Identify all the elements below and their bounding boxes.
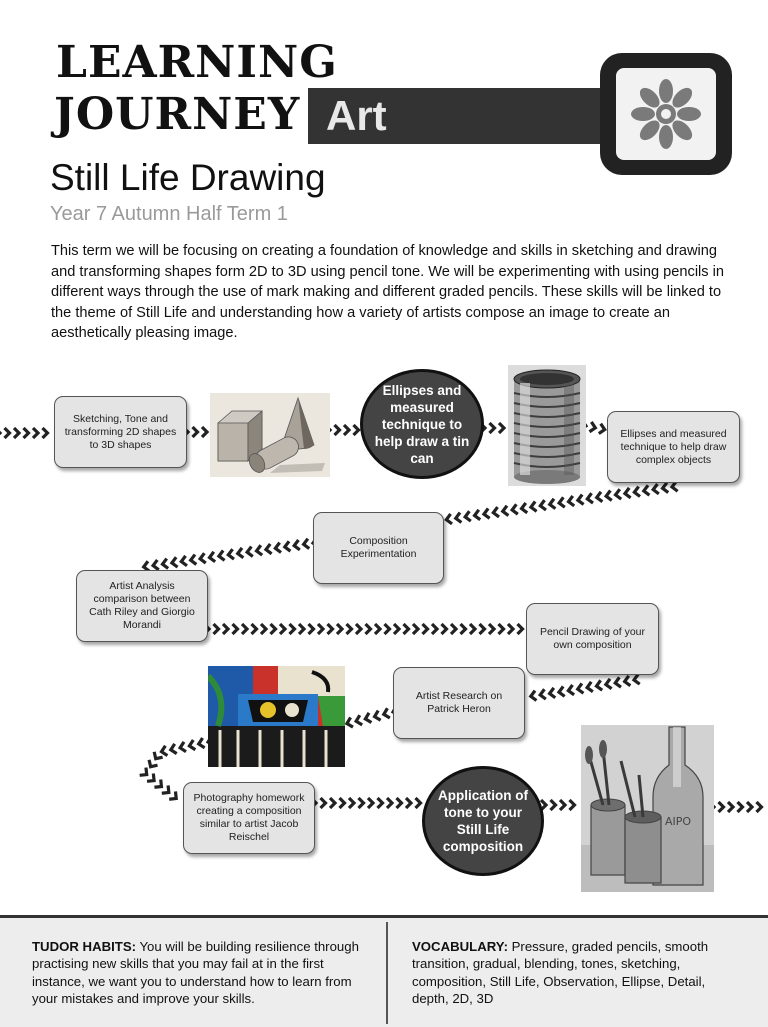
step-sketching-tone: Sketching, Tone and transforming 2D shapes to 3D shapes	[54, 396, 187, 468]
intro-paragraph: This term we will be focusing on creating a foundation of knowledge and skills in sketching and drawing and transforming shapes form 2D to 3D using pencil tone. We will be experimenting with using pencils in different ways through the use of mark making and different graded pencils. These skills will be linked to the theme of Still Life and understanding how a variety of artists compose an image to create an aesthetically pleasing image.	[51, 243, 725, 341]
title-journey: JOURNEY	[54, 89, 301, 140]
footer-divider	[386, 922, 388, 1024]
still-life-drawing-image	[581, 725, 714, 892]
step-photography-homework: Photography homework creating a composition similar to artist Jacob Reischel	[183, 782, 315, 854]
milestone-tin-can: Ellipses and measured technique to help draw a tin can	[360, 369, 484, 479]
step-ellipses-technique: Ellipses and measured technique to help draw complex objects	[607, 411, 740, 483]
heron-painting-image	[208, 666, 345, 767]
milestone-still-life-tone: Application of tone to your Still Life composition	[422, 766, 544, 876]
tudor-habits	[32, 938, 374, 1008]
svg-text:AIPO: AIPO	[664, 815, 692, 828]
step-artist-analysis: Artist Analysis comparison between Cath Riley and Giorgio Morandi	[76, 570, 208, 642]
vocabulary-heading: VOCABULARY:	[412, 939, 508, 954]
tudor-habits-heading: TUDOR HABITS:	[32, 939, 137, 954]
step-pencil-drawing: Pencil Drawing of your own composition	[526, 603, 659, 675]
vocabulary	[412, 938, 742, 1008]
step-artist-research: Artist Research on Patrick Heron	[393, 667, 525, 739]
subject-tag: Art	[326, 92, 387, 139]
vocabulary-text: Pressure, graded pencils, smooth transition, gradual, blending, tones, sketching, composition, Still Life, Observation, Ellipse, Detail, depth, 2D, 3D	[412, 939, 709, 1007]
page-title: Still Life Drawing	[50, 157, 326, 198]
tin-can-image	[508, 365, 586, 486]
shapes-drawing-image	[210, 393, 330, 477]
term-subtitle: Year 7 Autumn Half Term 1	[50, 203, 288, 225]
title-learning: LEARNING	[56, 37, 338, 88]
tudor-habits-text: You will be building resilience through practising new skills that you may fail at in the first instance, we want you to understand how to learn from your mistakes and improve your skills.	[32, 939, 359, 1007]
step-composition-experimentation: Composition Experimentation	[313, 512, 444, 584]
